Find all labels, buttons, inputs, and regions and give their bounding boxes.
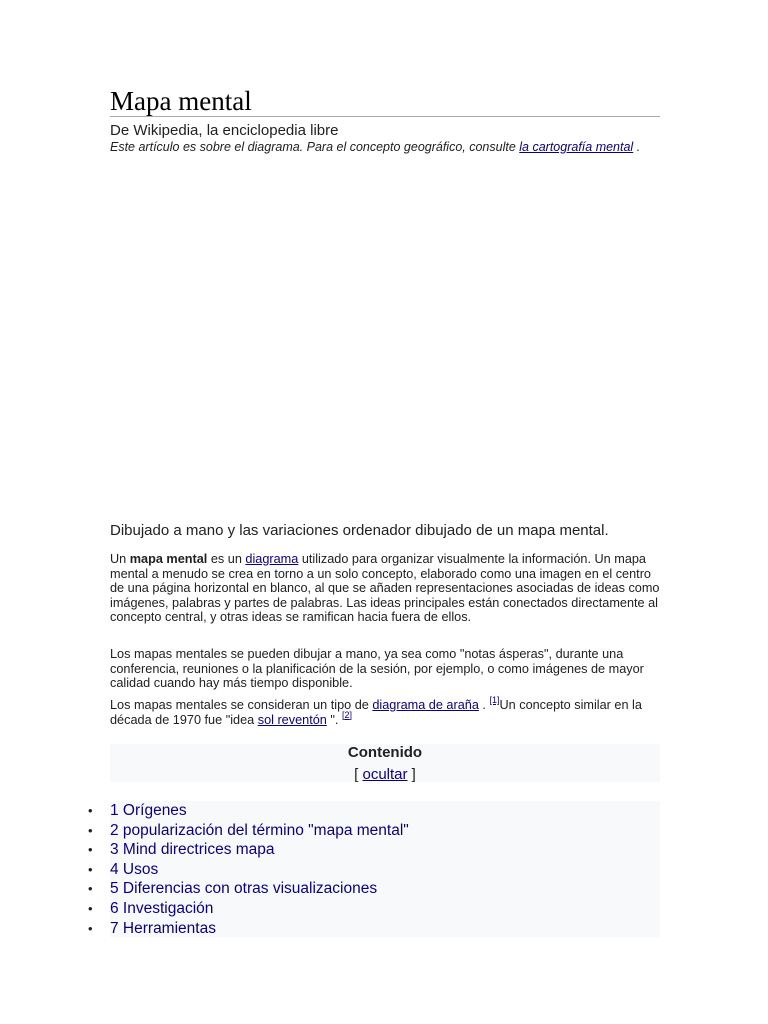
paragraph-intro (110, 552, 660, 625)
hatnote-link-cartografia-mental[interactable]: la cartografía mental (519, 140, 634, 154)
paragraph-text: Un (110, 552, 130, 566)
toc-header (110, 744, 660, 782)
paragraph-text: ". (326, 712, 342, 727)
bullet: • (88, 881, 93, 897)
image-caption: Dibujado a mano y las variaciones ordenador dibujado de un mapa mental. (110, 522, 609, 539)
toc-item-origenes[interactable] (88, 801, 670, 821)
bullet: • (88, 861, 93, 877)
link-diagrama[interactable]: diagrama (245, 552, 299, 566)
toc-hide-link[interactable]: ocultar (362, 766, 408, 783)
toc-item-usos[interactable] (88, 860, 670, 880)
paragraph-text: es un (207, 552, 246, 566)
bullet: • (88, 803, 93, 818)
reference-2[interactable]: [2] (341, 709, 352, 720)
bullet: • (88, 900, 93, 916)
toc-item-diferencias[interactable] (88, 879, 670, 899)
toc-item-label: 2 popularización del término "mapa mental" (110, 821, 409, 839)
hatnote (110, 140, 660, 155)
link-diagrama-de-arana[interactable]: diagrama de araña (372, 698, 479, 712)
toc-item-directrices[interactable] (88, 840, 670, 860)
toc-item-label: 7 Herramientas (110, 919, 216, 937)
hatnote-text: Este artículo es sobre el diagrama. Para el concepto geográfico, consulte (110, 140, 520, 154)
toc-item-label: 3 Mind directrices mapa (110, 841, 275, 859)
link-sol-reventon[interactable]: sol reventón (257, 712, 327, 727)
paragraph-text: utilizado para organizar visualmente la información. Un mapa mental a menudo se crea en torno a un solo concepto, elaborado como una imagen en el centro de una página horizontal en blanco, al que se añaden representaciones asociadas de ideas como imágenes, palabras y partes de palabras. Las ideas principales están conectados directamente al concepto central, y otras ideas se ramifican hacia fuera de ellos. (110, 552, 660, 624)
article-content (88, 0, 660, 937)
toc-bracket-open: [ (354, 766, 363, 783)
bold-term: mapa mental (129, 552, 208, 566)
hatnote-end: . (633, 140, 641, 154)
paragraph-types (110, 695, 660, 727)
toc-item-popularizacion[interactable] (88, 821, 670, 841)
bullet: • (88, 822, 93, 838)
page-title: Mapa mental (110, 0, 660, 117)
toc-item-label: 4 Usos (110, 860, 159, 878)
bullet: • (88, 920, 93, 936)
paragraph-text: Los mapas mentales se consideran un tipo de (110, 698, 373, 712)
reference-1[interactable]: [1] (489, 695, 500, 705)
toc-toggle (110, 766, 660, 784)
toc-bracket-close: ] (407, 766, 416, 783)
toc-item-label: 5 Diferencias con otras visualizaciones (110, 880, 378, 898)
toc-list (88, 801, 670, 938)
toc-item-investigacion[interactable] (88, 899, 670, 919)
paragraph-usage: Los mapas mentales se pueden dibujar a mano, ya sea como "notas ásperas", durante una conferencia, reuniones o la planificación de la sesión, por ejemplo, o como imágenes de mayor calidad cuando hay más tiempo disponible. (110, 647, 644, 690)
paragraph-text: Un concepto similar en la década de 1970 fue "idea (110, 698, 642, 727)
toc-item-herramientas[interactable] (88, 919, 670, 939)
toc-item-label: 1 Orígenes (110, 802, 187, 819)
toc-title: Contenido (347, 744, 423, 761)
toc-item-label: 6 Investigación (110, 899, 214, 917)
bullet: • (88, 842, 93, 858)
site-tagline: De Wikipedia, la enciclopedia libre (110, 122, 339, 139)
paragraph-text: . (478, 698, 490, 712)
